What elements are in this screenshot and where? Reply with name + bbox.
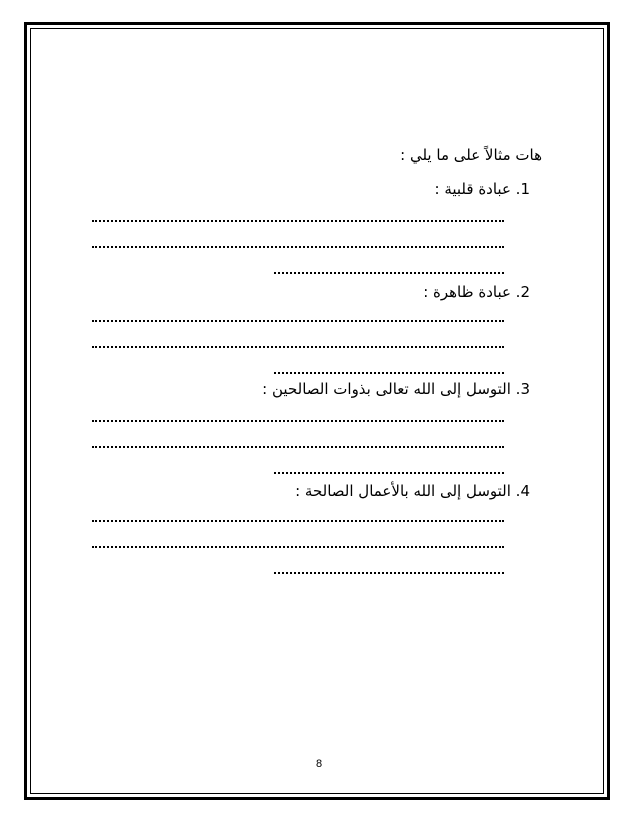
instruction-text: هات مثالاً على ما يلي :: [400, 146, 542, 164]
item-4-label: 4. التوسل إلى الله بالأعمال الصالحة :: [295, 482, 530, 500]
item-1-label: 1. عبادة قلبية :: [434, 180, 530, 198]
item-2-answer-line-1[interactable]: [92, 310, 504, 322]
item-4-answer-line-3[interactable]: [274, 562, 504, 574]
item-4-answer-line-1[interactable]: [92, 510, 504, 522]
item-1-answer-line-1[interactable]: [92, 210, 504, 222]
item-3-answer-line-3[interactable]: [274, 462, 504, 474]
item-1-answer-line-3[interactable]: [274, 262, 504, 274]
item-2-answer-line-3[interactable]: [274, 362, 504, 374]
item-4-answer-line-2[interactable]: [92, 536, 504, 548]
item-3-answer-line-1[interactable]: [92, 410, 504, 422]
item-3-answer-line-2[interactable]: [92, 436, 504, 448]
item-2-label: 2. عبادة ظاهرة :: [423, 283, 530, 301]
item-3-label: 3. التوسل إلى الله تعالى بذوات الصالحين :: [262, 380, 530, 398]
item-1-answer-line-2[interactable]: [92, 236, 504, 248]
page-number: 8: [315, 758, 323, 770]
item-2-answer-line-2[interactable]: [92, 336, 504, 348]
